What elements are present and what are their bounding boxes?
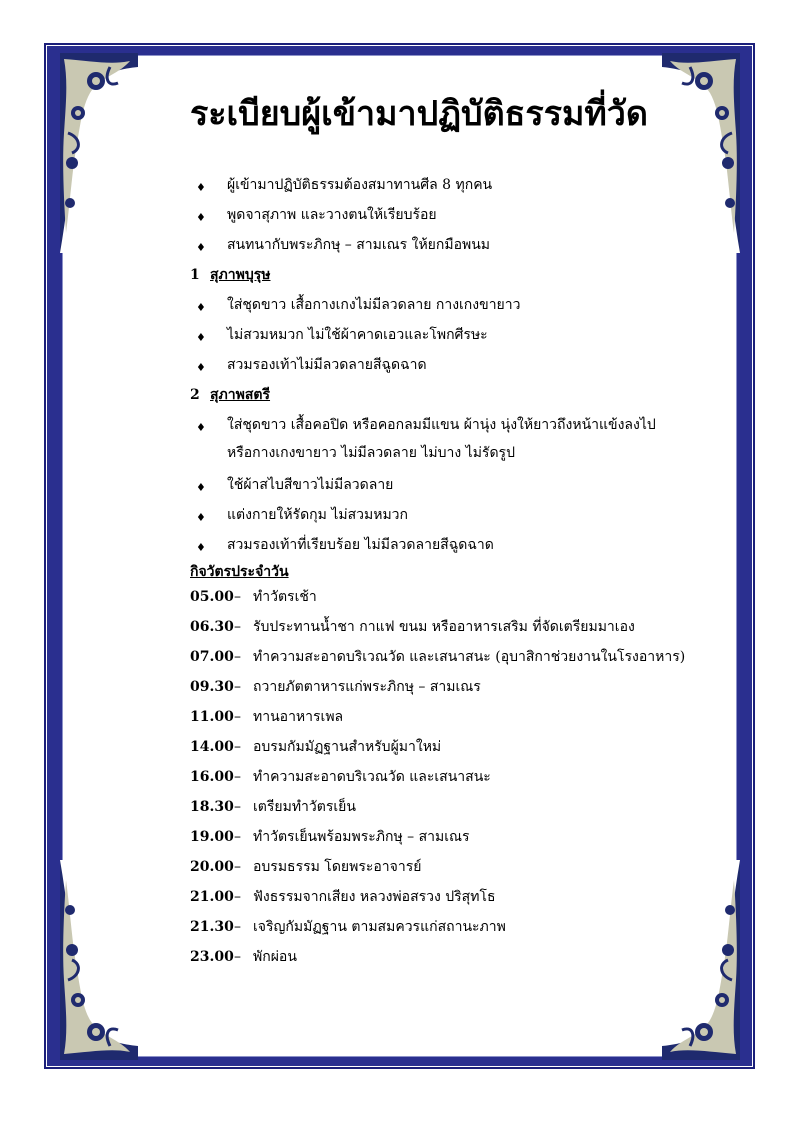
page-title: ระเบียบผู้เข้ามาปฏิบัติธรรมที่วัด [190,94,648,134]
schedule-time: 09.30 [190,679,234,695]
bullet-icon: ♦ [196,211,206,224]
dress-rule-item: สวมรองเท้าที่เรียบร้อย ไม่มีลวดลายสีฉูดฉาด [227,537,494,553]
schedule-activity: ฟังธรรมจากเสียง หลวงพ่อสรวง ปริสุทโธ [253,889,496,905]
schedule-time: 06.30 [190,619,234,635]
dress-rule-item-continued: หรือกางเกงขายาว ไม่มีลวดลาย ไม่บาง ไม่รัดรูป [227,445,515,461]
schedule-dash: – [234,949,241,965]
dress-rule-item: แต่งกายให้รัดกุม ไม่สวมหมวก [227,507,409,523]
schedule-activity: อบรมกัมมัฏฐานสำหรับผู้มาใหม่ [253,739,442,755]
schedule-dash: – [234,649,241,665]
corner-ornament-bottom-left [60,860,138,1060]
bullet-icon: ♦ [196,241,206,254]
schedule-dash: – [234,739,241,755]
dress-rule-item: ไม่สวมหมวก ไม่ใช้ผ้าคาดเอวและโพกศีรษะ [227,327,488,343]
schedule-dash: – [234,589,241,605]
dress-rule-item: ใช้ผ้าสไบสีขาวไม่มีลวดลาย [227,477,394,493]
corner-ornament-bottom-right [662,860,740,1060]
schedule-activity: เตรียมทำวัตรเย็น [253,799,356,815]
schedule-time: 11.00 [190,709,234,725]
dress-rule-item: ใส่ชุดขาว เสื้อกางเกงไม่มีลวดลาย กางเกงขายาว [227,297,521,313]
schedule-dash: – [234,799,241,815]
schedule-activity: ทำวัตรเช้า [253,589,317,605]
schedule-activity: ทำความสะอาดบริเวณวัด และเสนาสนะ [253,769,491,785]
schedule-time: 23.00 [190,949,234,965]
rule-item: พูดจาสุภาพ และวางตนให้เรียบร้อย [227,207,437,223]
section-title-ladies: สุภาพสตรี [210,387,271,403]
bullet-icon: ♦ [196,511,206,524]
schedule-time: 05.00 [190,589,234,605]
schedule-dash: – [234,709,241,725]
section-title-gentlemen: สุภาพบุรุษ [210,267,271,283]
bullet-icon: ♦ [196,181,206,194]
schedule-activity: ทานอาหารเพล [253,709,344,725]
schedule-activity: พักผ่อน [253,949,297,965]
schedule-time: 18.30 [190,799,234,815]
schedule-activity: ทำวัตรเย็นพร้อมพระภิกษุ – สามเณร [253,829,470,845]
schedule-time: 07.00 [190,649,234,665]
schedule-time: 14.00 [190,739,234,755]
bullet-icon: ♦ [196,541,206,554]
dress-rule-item: ใส่ชุดขาว เสื้อคอปิด หรือคอกลมมีแขน ผ้านุ่ง นุ่งให้ยาวถึงหน้าแข้งลงไป [227,417,656,433]
schedule-time: 21.00 [190,889,234,905]
bullet-icon: ♦ [196,331,206,344]
schedule-heading: กิจวัตรประจำวัน [190,564,289,580]
section-number: 2 [190,387,200,403]
bullet-icon: ♦ [196,361,206,374]
schedule-time: 19.00 [190,829,234,845]
schedule-time: 21.30 [190,919,234,935]
schedule-dash: – [234,889,241,905]
schedule-activity: ทำความสะอาดบริเวณวัด และเสนาสนะ (อุบาสิกาช่วยงานในโรงอาหาร) [253,649,686,665]
schedule-activity: เจริญกัมมัฏฐาน ตามสมควรแก่สถานะภาพ [253,919,506,935]
section-number: 1 [190,267,200,283]
schedule-time: 16.00 [190,769,234,785]
schedule-dash: – [234,769,241,785]
corner-ornament-top-right [662,53,740,253]
schedule-dash: – [234,829,241,845]
corner-ornament-top-left [60,53,138,253]
bullet-icon: ♦ [196,481,206,494]
rule-item: ผู้เข้ามาปฏิบัติธรรมต้องสมาทานศีล 8 ทุกคน [227,177,493,193]
bullet-icon: ♦ [196,301,206,314]
schedule-activity: ถวายภัตตาหารแก่พระภิกษุ – สามเณร [253,679,481,695]
schedule-dash: – [234,919,241,935]
rule-item: สนทนากับพระภิกษุ – สามเณร ให้ยกมือพนม [227,237,491,253]
schedule-activity: อบรมธรรม โดยพระอาจารย์ [253,859,422,875]
schedule-dash: – [234,679,241,695]
schedule-dash: – [234,619,241,635]
schedule-dash: – [234,859,241,875]
bullet-icon: ♦ [196,421,206,434]
schedule-activity: รับประทานน้ำชา กาแฟ ขนม หรืออาหารเสริม ที่จัดเตรียมมาเอง [253,619,635,635]
schedule-time: 20.00 [190,859,234,875]
dress-rule-item: สวมรองเท้าไม่มีลวดลายสีฉูดฉาด [227,357,427,373]
